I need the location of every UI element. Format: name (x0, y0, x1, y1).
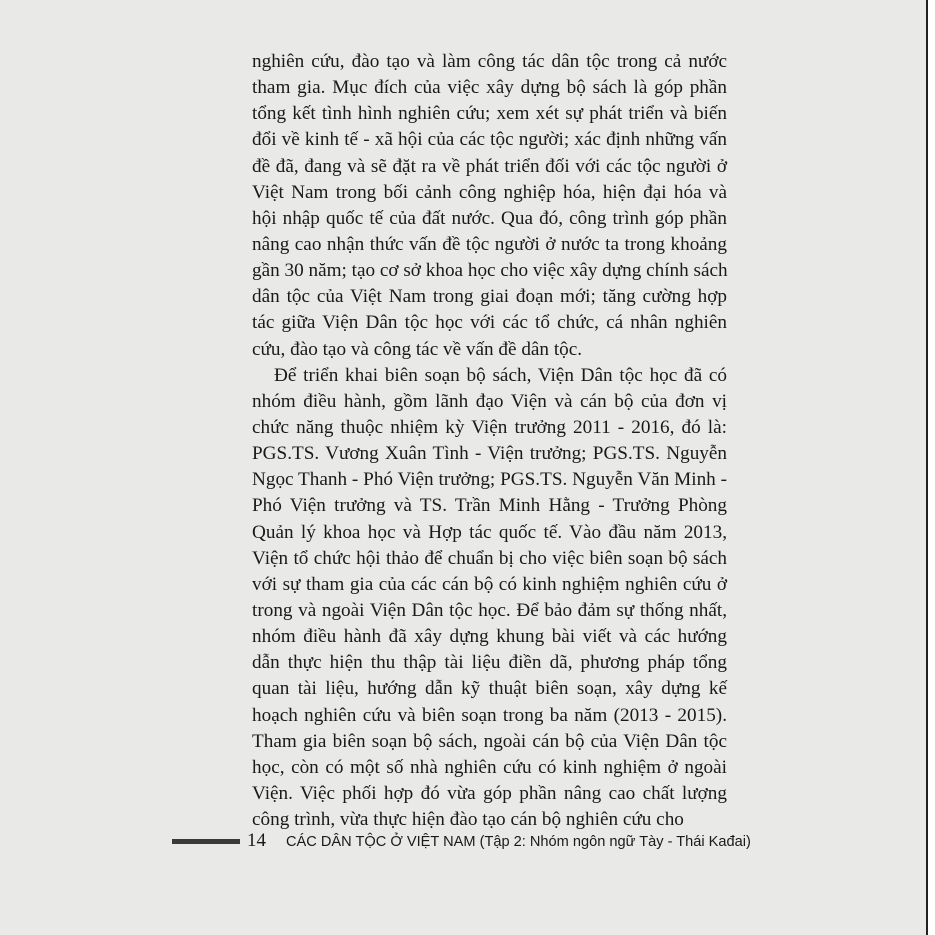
text-line: nghiên cứu, đào tạo và làm công tác dân tộc trong cả nước (252, 51, 727, 72)
text-line: nhóm điều hành đã xây dựng khung bài viết và các hướng (252, 626, 727, 648)
body-text (252, 49, 727, 833)
text-line: Quản lý khoa học và Hợp tác quốc tế. Vào đầu năm 2013, (252, 521, 727, 543)
text-line: dân tộc của Việt Nam trong giai đoạn mới; tăng cường hợp (252, 286, 727, 308)
text-line: hội nhập quốc tế của đất nước. Qua đó, công trình góp phần (252, 207, 727, 229)
text-line: PGS.TS. Vương Xuân Tình - Viện trưởng; PGS.TS. Nguyễn (252, 443, 727, 465)
text-line: Viện tổ chức hội thảo để chuẩn bị cho việc biên soạn bộ sách (252, 547, 727, 569)
text-line: gần 30 năm; tạo cơ sở khoa học cho việc xây dựng chính sách (252, 260, 728, 282)
text-line: Viện. Việc phối hợp đó vừa góp phần nâng cao chất lượng (252, 782, 727, 804)
text-line: Để triển khai biên soạn bộ sách, Viện Dân tộc học đã có (274, 364, 727, 386)
text-line: Tham gia biên soạn bộ sách, ngoài cán bộ của Viện Dân tộc (252, 730, 727, 752)
footer-rule (172, 839, 240, 844)
text-line: Phó Viện trưởng và TS. Trần Minh Hằng - Trưởng Phòng (252, 495, 727, 517)
text-line: nhóm điều hành, gồm lãnh đạo Viện và cán bộ của đơn vị (252, 390, 727, 412)
text-line: Việt Nam trong bối cảnh công nghiệp hóa, hiện đại hóa và (252, 181, 727, 203)
text-line: quan tài liệu, hướng dẫn kỹ thuật biên soạn, xây dựng kế (252, 678, 727, 700)
text-line: học, còn có một số nhà nghiên cứu có kinh nghiệm ở ngoài (252, 756, 727, 778)
text-line: trong và ngoài Viện Dân tộc học. Để bảo đảm sự thống nhất, (252, 599, 727, 621)
text-line: tham gia. Mục đích của việc xây dựng bộ sách là góp phần (252, 77, 727, 99)
text-line: chức năng thuộc nhiệm kỳ Viện trưởng 2011 - 2016, đó là: (252, 416, 727, 438)
page-edge (926, 0, 928, 935)
text-line: đề đã, đang và sẽ đặt ra về phát triển đối với các tộc người ở (252, 155, 727, 177)
text-line: cứu, đào tạo và công tác về vấn đề dân tộc. (252, 338, 583, 360)
page-number: 14 (247, 830, 266, 851)
text-line: nâng cao nhận thức vấn đề tộc người ở nước ta trong khoảng (252, 233, 727, 255)
text-line: tác giữa Viện Dân tộc học với các tổ chức, cá nhân nghiên (252, 312, 727, 334)
text-line: Ngọc Thanh - Phó Viện trưởng; PGS.TS. Nguyễn Văn Minh - (252, 469, 727, 491)
text-line: hoạch nghiên cứu và biên soạn trong ba năm (2013 - 2015). (252, 704, 727, 726)
running-title: CÁC DÂN TỘC Ở VIỆT NAM (Tập 2: Nhóm ngôn ngữ Tày - Thái Kađai) (286, 834, 751, 850)
text-line: với sự tham gia của các cán bộ có kinh nghiệm nghiên cứu ở (252, 573, 727, 595)
text-line: tổng kết tình hình nghiên cứu; xem xét sự phát triển và biến (252, 103, 727, 125)
text-line: công trình, vừa thực hiện đào tạo cán bộ nghiên cứu cho (252, 809, 684, 831)
text-line: dẫn thực hiện thu thập tài liệu điền dã, phương pháp tổng (252, 652, 727, 674)
text-line: đổi về kinh tế - xã hội của các tộc người; xác định những vấn (252, 129, 727, 151)
